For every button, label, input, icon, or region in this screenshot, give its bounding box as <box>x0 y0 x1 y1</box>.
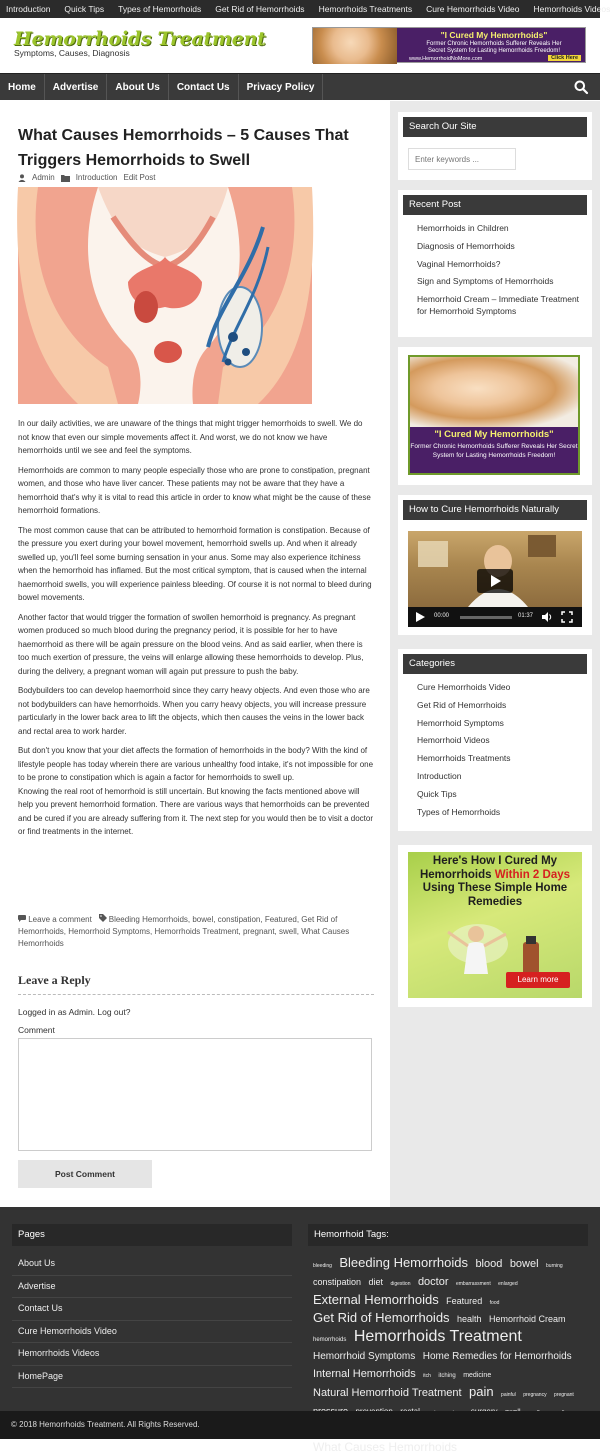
category-link[interactable]: Cure Hemorrhoids Video <box>417 681 592 693</box>
tag-link[interactable]: External Hemorrhoids <box>313 1292 439 1307</box>
post-category[interactable]: Introduction <box>76 173 118 182</box>
recent-post-link[interactable]: Hemorrhoids in Children <box>417 222 592 234</box>
tag-link[interactable]: hemorrhoids <box>313 1337 346 1343</box>
top-menu-item[interactable]: Hemorrhoids Treatments <box>319 4 413 14</box>
footer-page-link[interactable]: About Us <box>12 1253 292 1276</box>
recent-post-link[interactable]: Hemorrhoid Cream – Immediate Treatment for Hemorrhoid Symptoms <box>417 293 592 317</box>
copyright-notice: © 2018 Hemorrhoids Treatment. All Rights Reserved. <box>0 1411 600 1439</box>
banner-subtext: Former Chronic Hemorrhoids Sufferer Reveals Her Secret System for Lasting Hemorrhoids Freedom! <box>405 41 583 55</box>
nav-privacy-policy[interactable]: Privacy Policy <box>239 74 324 100</box>
footer-page-link[interactable]: Hemorrhoids Videos <box>12 1343 292 1366</box>
learn-more-button[interactable]: Learn more <box>506 972 570 988</box>
fullscreen-icon[interactable] <box>562 612 572 622</box>
footer-tags-title: Hemorrhoid Tags: <box>308 1224 588 1246</box>
post-meta <box>18 173 156 182</box>
tag-link[interactable]: Bleeding Hemorrhoids <box>339 1255 468 1270</box>
site-header <box>0 18 600 72</box>
tag-link[interactable]: embarrassment <box>456 1281 491 1287</box>
ad-subtext: Former Chronic Hemorrhoids Sufferer Reveals Her Secret System for Lasting Hemorrhoids Freedom! <box>410 443 578 460</box>
recent-post-link[interactable]: Vaginal Hemorrhoids? <box>417 258 592 270</box>
top-menu-item[interactable]: Quick Tips <box>64 4 104 14</box>
post-paragraph: In our daily activities, we are unaware of the things that might trigger hemorrhoids to swell. We do not know that even our simple movements affect it. And worst, we do not know we have hemorrhoids until we see and feel the symptoms. <box>18 417 374 458</box>
post-comment-button[interactable]: Post Comment <box>18 1160 152 1188</box>
banner-click-here-button[interactable]: Click Here <box>548 55 581 61</box>
video-widget <box>398 495 592 635</box>
tag-link[interactable]: constipation <box>313 1277 361 1287</box>
tag-link[interactable]: diet <box>369 1277 384 1287</box>
post-paragraph: But don't you know that your diet affects the formation of hemorrhoids in the body? With the kind of lifestyle people has today wherein there are various unhealthy food intake, it's not impossible for one to be prone to constipation which is again a factor for hemorrhoids to swell up. <box>18 744 374 785</box>
home-remedies-ad[interactable] <box>408 852 582 998</box>
tag-link[interactable]: painful <box>501 1392 516 1398</box>
main-content <box>0 101 390 1207</box>
tag-link[interactable]: doctor <box>418 1276 449 1288</box>
post-title[interactable]: What Causes Hemorrhoids – 5 Causes That Triggers Hemorrhoids to Swell <box>18 123 358 173</box>
video-player[interactable] <box>408 531 582 627</box>
post-paragraph: Hemorrhoids are common to many people especially those who are prone to constipation, pregnant women, and those who have liver cancer. These patients may not be aware that they have a hemorrhoid that's why it is vital to read this article in order to know what might be the cause of these hemorrhoid formations. <box>18 464 374 518</box>
tag-link[interactable]: Home Remedies for Hemorrhoids <box>423 1351 572 1362</box>
category-link[interactable]: Get Rid of Hemorrhoids <box>417 699 592 711</box>
category-link[interactable]: Hemorrhoids Treatments <box>417 752 592 764</box>
video-current-time: 00:00 <box>434 613 449 619</box>
category-link[interactable]: Quick Tips <box>417 788 592 800</box>
post-featured-image <box>18 187 312 404</box>
tag-link[interactable]: What Causes Hemorrhoids <box>313 1440 457 1454</box>
comment-label: Comment <box>18 1025 55 1035</box>
post-paragraph: Knowing the real root of hemorrhoid is still uncertain. But knowing the facts mentioned above will help you prevent hemorrhoid formation. There are various ways that hemorrhoids can be prevented and be cured if you are already suffering from it. The next step for you would then be to visit a doctor or find treatments in the internet. <box>18 785 374 839</box>
logged-in-notice[interactable]: Logged in as Admin. Log out? <box>18 1007 130 1017</box>
volume-icon[interactable] <box>542 612 552 622</box>
video-controls <box>408 607 582 627</box>
post-footer-meta <box>18 914 374 950</box>
anatomy-illustration <box>18 187 312 404</box>
post-paragraph: The most common cause that can be attributed to hemorrhoid formation is constipation. Because of the pressure you exert during your bowel movement, hemorrhoid swells up. And when it already swelled up, you'll feel some burning sensation in your anus. Some may also experience itchiness when the hemorrhoid has inflamed. But the most critical symptom, that is caused when the internal haemorrhoid swells, you will experience painless bleeding. Of course it is not normal to bleed during bowel movements. <box>18 524 374 605</box>
site-tagline: Symptoms, Causes, Diagnosis <box>14 48 130 58</box>
recent-post-link[interactable]: Sign and Symptoms of Hemorrhoids <box>417 275 592 287</box>
ad-headline: "I Cured My Hemorrhoids" <box>410 429 578 440</box>
tag-link[interactable]: bowel <box>510 1258 539 1270</box>
widget-title: Recent Post <box>403 195 587 215</box>
widget-title: Search Our Site <box>403 117 587 137</box>
tag-link[interactable]: Hemorrhoids Treatment <box>354 1328 522 1345</box>
folder-icon <box>61 174 70 182</box>
footer-pages-list <box>12 1253 292 1388</box>
search-widget <box>398 112 592 180</box>
widget-title: How to Cure Hemorrhoids Naturally <box>403 500 587 520</box>
footer-pages-title: Pages <box>12 1224 292 1246</box>
footer-page-link[interactable]: Contact Us <box>12 1298 292 1321</box>
footer-page-link[interactable]: Advertise <box>12 1276 292 1299</box>
woman-photo <box>410 357 578 427</box>
video-total-time: 01:37 <box>518 613 533 619</box>
play-overlay-button[interactable] <box>477 569 513 593</box>
sidebar-ad-widget <box>398 347 592 485</box>
tag-link[interactable]: food <box>490 1300 500 1306</box>
top-menu-item[interactable]: Get Rid of Hemorrhoids <box>215 4 304 14</box>
sidebar-ad[interactable] <box>408 355 580 475</box>
edit-post-link[interactable]: Edit Post <box>124 173 156 182</box>
recent-posts-widget <box>398 190 592 337</box>
post-paragraph: Bodybuilders too can develop haemorrhoid since they carry heavy objects. And even those who are not bodybuilders can have hemorrhoids. When you carry heavy objects, you will increase pressure particularly in the lower back area to lift the objects, which then causes the veins in the lower back and rectal area to work harder. <box>18 684 374 738</box>
category-link[interactable]: Types of Hemorrhoids <box>417 806 592 818</box>
site-footer <box>0 1207 600 1411</box>
main-navigation <box>0 73 600 100</box>
nav-about-us[interactable]: About Us <box>107 74 168 100</box>
tag-link[interactable]: enlarged <box>498 1281 517 1287</box>
top-menu <box>0 0 600 18</box>
tag-link[interactable]: pregnancy <box>523 1392 546 1398</box>
category-link[interactable]: Hemorrhoid Symptoms <box>417 717 592 729</box>
tag-link[interactable]: digestion <box>390 1281 410 1287</box>
post-tags[interactable]: Bleeding Hemorrhoids, bowel, constipation, Featured, Get Rid of Hemorrhoids, Hemorrhoid Symptoms, Hemorrhoids Treatment, pregnant, swell, What Causes Hemorrhoids <box>18 915 349 948</box>
post-body <box>18 417 374 845</box>
banner-url: www.HemorrhoidNoMore.com <box>409 56 482 62</box>
user-icon <box>18 174 26 182</box>
post-paragraph: Another factor that would trigger the formation of swollen hemorrhoid is pregnancy. As pregnant women produced so much blood during the pregnancy period, it is possible for her to have haemorrhoid as there will be again pressure on the blood veins. And as said earlier, when there is too much exertion of pressure, the veins will enlarge allowing these hemorrhoids to develop. Plus, during the delivery, a pregnant woman will again put pressure to push the baby. <box>18 611 374 679</box>
comment-icon <box>18 915 26 922</box>
leave-reply-heading: Leave a Reply <box>18 973 91 988</box>
video-progress-bar[interactable] <box>460 616 512 619</box>
post-author[interactable]: Admin <box>32 173 55 182</box>
site-logo[interactable]: Hemorrhoids Treatment <box>14 28 266 50</box>
tag-link[interactable]: itch <box>423 1373 431 1379</box>
nav-contact-us[interactable]: Contact Us <box>169 74 239 100</box>
woman-photo <box>313 28 397 64</box>
tag-link[interactable]: Hemorrhoid Cream <box>489 1314 566 1324</box>
tag-link[interactable]: Featured <box>446 1296 482 1306</box>
comment-textarea[interactable] <box>18 1038 372 1151</box>
footer-page-link[interactable]: Cure Hemorrhoids Video <box>12 1321 292 1344</box>
category-link[interactable]: Hemorrhoid Videos <box>417 734 592 746</box>
divider <box>18 994 374 995</box>
tag-link[interactable]: Natural Hemorrhoid Treatment <box>313 1387 462 1399</box>
banner-headline: "I Cured My Hemorrhoids" <box>405 30 583 40</box>
tag-link[interactable]: blood <box>475 1258 502 1270</box>
leave-comment-link[interactable]: Leave a comment <box>28 915 92 924</box>
play-icon <box>477 569 513 593</box>
top-menu-item[interactable]: Cure Hemorrhoids Video <box>426 4 519 14</box>
tag-link[interactable]: Internal Hemorrhoids <box>313 1368 416 1380</box>
footer-page-link[interactable]: HomePage <box>12 1366 292 1389</box>
play-icon[interactable] <box>416 612 425 622</box>
tag-link[interactable]: pain <box>469 1384 494 1399</box>
tag-link[interactable]: itching <box>438 1373 455 1379</box>
tag-link[interactable]: health <box>457 1314 482 1324</box>
tag-link[interactable]: Hemorrhoid Symptoms <box>313 1351 415 1362</box>
ad-headline: Here's How I Cured My Hemorrhoids Within 2 Days Using These Simple Home Remedies <box>408 855 582 909</box>
tag-link[interactable]: bleeding <box>313 1263 332 1269</box>
header-banner-ad[interactable] <box>312 27 586 63</box>
tag-link[interactable]: pregnant <box>554 1392 574 1398</box>
sidebar-ad-widget <box>398 845 592 1007</box>
categories-widget <box>398 649 592 831</box>
tag-link[interactable]: burning <box>546 1263 563 1269</box>
tag-icon <box>99 914 107 922</box>
top-menu-item[interactable]: Introduction <box>6 4 50 14</box>
search-icon[interactable] <box>574 80 588 94</box>
tag-link[interactable]: Get Rid of Hemorrhoids <box>313 1310 450 1325</box>
top-menu-item[interactable]: Types of Hemorrhoids <box>118 4 201 14</box>
search-input[interactable] <box>408 148 516 170</box>
category-link[interactable]: Introduction <box>417 770 592 782</box>
nav-home[interactable]: Home <box>0 74 45 100</box>
tag-link[interactable]: medicine <box>463 1372 491 1379</box>
recent-post-link[interactable]: Diagnosis of Hemorrhoids <box>417 240 592 252</box>
nav-advertise[interactable]: Advertise <box>45 74 108 100</box>
widget-title: Categories <box>403 654 587 674</box>
top-menu-item[interactable]: Hemorrhoids Videos <box>534 4 610 14</box>
